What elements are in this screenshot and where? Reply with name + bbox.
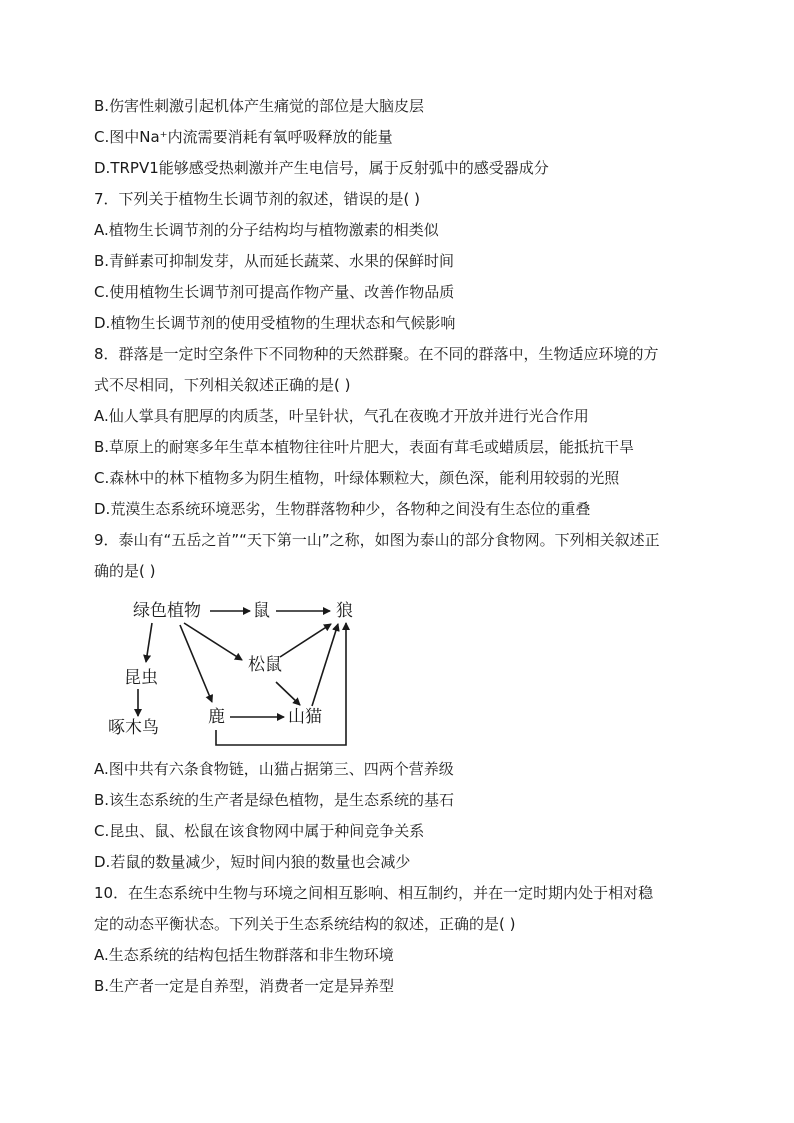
question-9-stem-line1: 9．泰山有“五岳之首”“天下第一山”之称，如图为泰山的部分食物网。下列相关叙述正 (94, 531, 660, 549)
option-8b: B.草原上的耐寒多年生草本植物往往叶片肥大，表面有茸毛或蜡质层，能抵抗干旱 (94, 438, 635, 456)
option-7a: A.植物生长调节剂的分子结构均与植物激素的相类似 (94, 221, 439, 239)
question-9-stem-line2: 确的是( ) (94, 562, 156, 580)
question-8-stem-line1: 8．群落是一定时空条件下不同物种的天然群聚。在不同的群落中，生物适应环境的方 (94, 345, 659, 363)
node-wolf: 狼 (336, 601, 353, 621)
option-9b: B.该生态系统的生产者是绿色植物，是生态系统的基石 (94, 791, 455, 809)
arrow-squirrel-wolf (280, 624, 331, 657)
node-squirrel: 松鼠 (248, 655, 282, 675)
option-6c: C.图中Na⁺内流需要消耗有氧呼吸释放的能量 (94, 128, 393, 146)
question-10-stem-line2: 定的动态平衡状态。下列关于生态系统结构的叙述，正确的是( ) (94, 915, 516, 933)
arrow-plant-insect (146, 623, 152, 662)
question-10-stem-line1: 10．在生态系统中生物与环境之间相互影响、相互制约，并在一定时期内处于相对稳 (94, 884, 654, 902)
node-deer: 鹿 (208, 707, 225, 727)
option-9d: D.若鼠的数量减少，短时间内狼的数量也会减少 (94, 853, 411, 871)
question-7-stem: 7．下列关于植物生长调节剂的叙述，错误的是( ) (94, 190, 421, 208)
arrow-lynx-wolf (312, 624, 338, 706)
option-9c: C.昆虫、鼠、松鼠在该食物网中属于种间竞争关系 (94, 822, 425, 840)
option-8a: A.仙人掌具有肥厚的肉质茎，叶呈针状，气孔在夜晚才开放并进行光合作用 (94, 407, 589, 425)
arrow-squirrel-lynx (276, 682, 300, 705)
option-7b: B.青鲜素可抑制发芽，从而延长蔬菜、水果的保鲜时间 (94, 252, 455, 270)
arrow-deer-wolf (216, 623, 346, 745)
option-8d: D.荒漠生态系统环境恶劣，生物群落物种少，各物种之间没有生态位的重叠 (94, 500, 591, 518)
option-10b: B.生产者一定是自养型，消费者一定是异养型 (94, 977, 395, 995)
option-6d: D.TRPV1能够感受热刺激并产生电信号，属于反射弧中的感受器成分 (94, 159, 549, 177)
node-green-plants: 绿色植物 (133, 601, 201, 621)
food-web-diagram (100, 592, 370, 752)
arrow-plant-deer (180, 625, 212, 702)
option-7c: C.使用植物生长调节剂可提高作物产量、改善作物品质 (94, 283, 455, 301)
question-8-stem-line2: 式不尽相同，下列相关叙述正确的是( ) (94, 376, 351, 394)
node-insect: 昆虫 (124, 668, 158, 688)
node-lynx: 山猫 (288, 707, 322, 727)
option-7d: D.植物生长调节剂的使用受植物的生理状态和气候影响 (94, 314, 456, 332)
option-10a: A.生态系统的结构包括生物群落和非生物环境 (94, 946, 394, 964)
option-9a: A.图中共有六条食物链，山猫占据第三、四两个营养级 (94, 760, 454, 778)
option-6b: B.伤害性刺激引起机体产生痛觉的部位是大脑皮层 (94, 97, 425, 115)
node-mouse: 鼠 (253, 601, 270, 621)
option-8c: C.森林中的林下植物多为阴生植物，叶绿体颗粒大，颜色深，能利用较弱的光照 (94, 469, 620, 487)
node-woodpecker: 啄木鸟 (108, 718, 159, 738)
